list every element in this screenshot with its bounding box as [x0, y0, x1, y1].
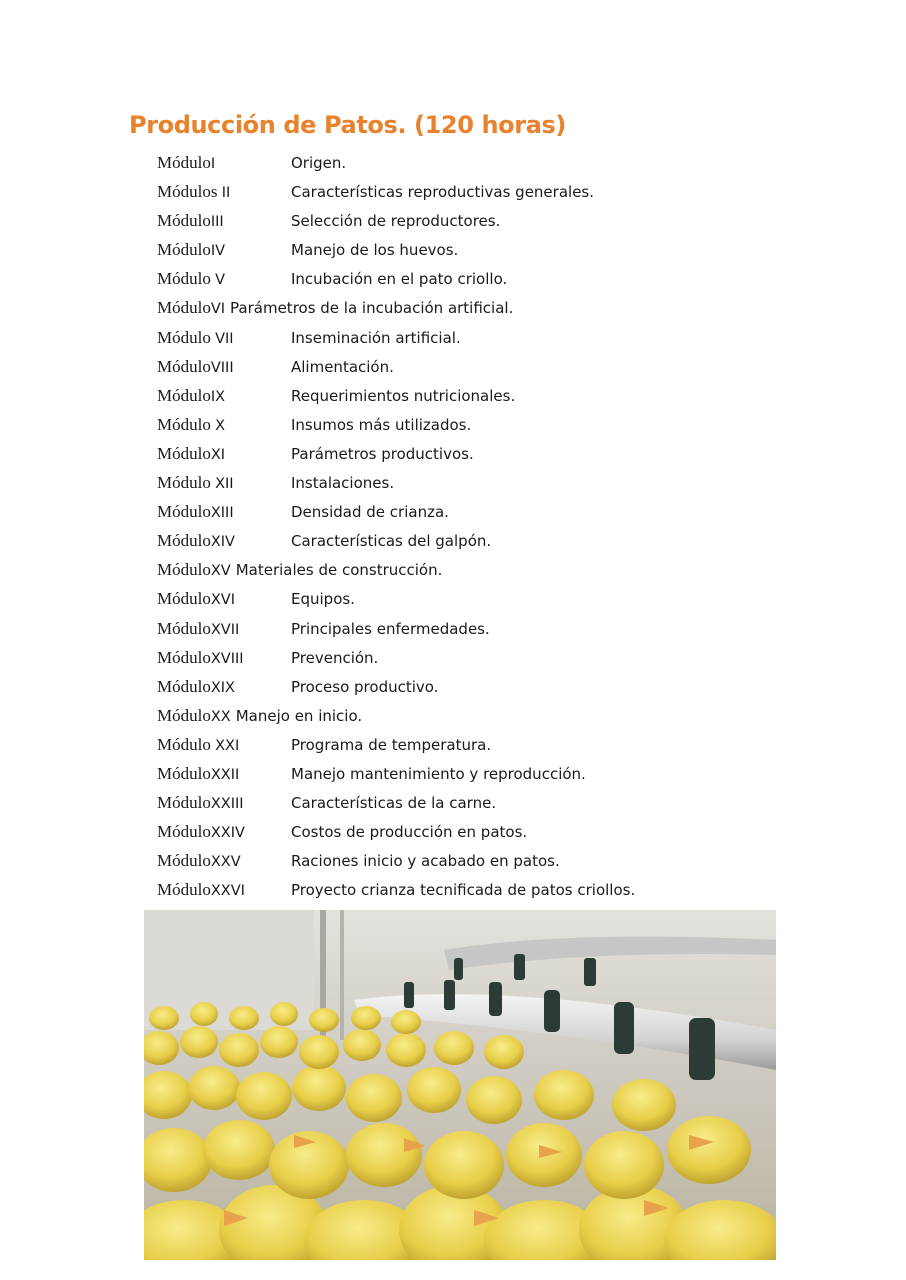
module-label: [157, 647, 244, 670]
module-word: Módulo: [157, 153, 211, 172]
module-number: X: [215, 417, 226, 434]
module-word: Módulo: [157, 676, 211, 696]
module-row: [157, 268, 857, 297]
module-row: [157, 385, 857, 414]
module-row: [157, 443, 857, 472]
module-topic: Raciones inicio y acabado en patos.: [291, 852, 560, 871]
module-label: [157, 763, 239, 786]
module-word: Módulo: [157, 269, 216, 289]
module-topic: Proceso productivo.: [291, 677, 439, 696]
module-number: XXI: [215, 737, 240, 754]
module-topic: Materiales de construcción.: [235, 561, 443, 580]
module-topic: Proyecto crianza tecnificada de patos criollos.: [291, 881, 636, 900]
module-number: XIX: [210, 679, 235, 696]
module-row: [157, 472, 857, 501]
module-row: [157, 239, 857, 268]
module-number: IV: [210, 243, 226, 260]
module-topic: Alimentación.: [291, 357, 394, 376]
module-label: [157, 472, 234, 495]
module-number: XV: [210, 563, 231, 580]
module-row: [157, 647, 857, 676]
module-word: Módulo: [157, 560, 211, 580]
module-number: XVIII: [210, 650, 244, 667]
module-row: [157, 327, 857, 356]
module-word: Módulo: [157, 531, 211, 551]
module-topic: Características reproductivas generales.: [291, 183, 595, 202]
module-row: [157, 821, 857, 850]
module-number: XXVI: [210, 883, 245, 900]
module-topic: Selección de reproductores.: [291, 212, 501, 231]
module-label: [157, 850, 241, 873]
module-topic: Costos de producción en patos.: [291, 823, 528, 842]
module-label: [157, 588, 235, 611]
module-topic: Origen.: [291, 154, 347, 172]
module-word: Módulo: [157, 734, 216, 754]
module-number: XI: [210, 446, 226, 463]
module-row: [157, 501, 857, 530]
module-row: [157, 356, 857, 385]
module-row: [157, 705, 857, 734]
module-number: XVI: [210, 592, 235, 609]
module-number: XVII: [210, 621, 240, 638]
module-row: [157, 763, 857, 792]
module-topic: Prevención.: [291, 648, 379, 667]
module-row: [157, 850, 857, 879]
module-word: Módulos: [157, 182, 222, 202]
module-label: [157, 414, 225, 437]
module-topic: Requerimientos nutricionales.: [291, 386, 516, 405]
module-label: [157, 298, 225, 317]
ducklings-illustration: [144, 910, 776, 1260]
module-word: Módulo: [157, 473, 216, 493]
module-row: [157, 414, 857, 443]
module-label: [157, 239, 225, 262]
module-topic: Instalaciones.: [291, 474, 395, 493]
module-label: [157, 530, 235, 553]
module-label: [157, 152, 215, 175]
module-label: [157, 821, 245, 844]
module-list: [157, 152, 857, 908]
module-number: XXII: [210, 766, 240, 783]
module-number: VIII: [210, 359, 234, 376]
module-word: Módulo: [157, 211, 211, 231]
module-label: [157, 734, 239, 757]
module-word: Módulo: [157, 356, 211, 376]
module-topic: Características de la carne.: [291, 794, 497, 813]
page-title: Producción de Patos. (120 horas): [129, 111, 566, 139]
module-number: VII: [215, 330, 234, 347]
module-label: [157, 706, 231, 725]
module-row: [157, 618, 857, 647]
module-label: [157, 181, 230, 204]
module-word: Módulo: [157, 880, 211, 900]
module-row: [157, 734, 857, 763]
module-word: Módulo: [157, 385, 211, 405]
module-row: [157, 181, 857, 210]
module-topic: Parámetros de la incubación artificial.: [230, 299, 514, 318]
module-topic: Manejo mantenimiento y reproducción.: [291, 764, 586, 783]
module-number: XXIV: [210, 825, 245, 842]
module-label: [157, 385, 225, 408]
module-label: [157, 443, 225, 466]
module-number: XXV: [210, 854, 241, 871]
module-label: [157, 268, 225, 291]
module-topic: Manejo de los huevos.: [291, 241, 459, 260]
module-label: [157, 501, 234, 524]
module-label: [157, 792, 244, 815]
module-row: [157, 152, 857, 181]
module-word: Módulo: [157, 851, 211, 871]
module-number: XIII: [210, 505, 234, 522]
module-topic: Programa de temperatura.: [291, 735, 492, 754]
module-number: XIV: [210, 534, 235, 551]
module-word: Módulo: [157, 298, 211, 318]
module-row: [157, 210, 857, 239]
module-row: [157, 792, 857, 821]
module-label: [157, 210, 224, 233]
module-topic: Características del galpón.: [291, 532, 492, 551]
module-word: Módulo: [157, 647, 211, 667]
module-word: Módulo: [157, 443, 211, 463]
module-topic: Manejo en inicio.: [235, 706, 363, 725]
module-number: III: [210, 214, 224, 231]
module-word: Módulo: [157, 414, 216, 434]
module-topic: Equipos.: [291, 590, 355, 609]
module-topic: Densidad de crianza.: [291, 503, 449, 522]
module-number: I: [210, 156, 216, 172]
module-number: XXIII: [210, 796, 244, 813]
module-number: XII: [215, 476, 234, 493]
module-label: [157, 618, 239, 641]
module-row: [157, 879, 857, 908]
module-number: VI: [210, 301, 226, 318]
module-label: [157, 879, 245, 902]
module-label: [157, 560, 231, 579]
module-label: [157, 327, 234, 350]
module-row: [157, 530, 857, 559]
module-word: Módulo: [157, 618, 211, 638]
module-word: Módulo: [157, 589, 211, 609]
module-row: [157, 297, 857, 326]
module-row: [157, 559, 857, 588]
module-word: Módulo: [157, 763, 211, 783]
module-number: V: [215, 272, 226, 289]
module-word: Módulo: [157, 705, 211, 725]
module-number: IX: [210, 388, 226, 405]
ducklings-photo: [144, 910, 776, 1260]
module-topic: Insumos más utilizados.: [291, 415, 472, 434]
module-topic: Inseminación artificial.: [291, 328, 461, 347]
module-topic: Incubación en el pato criollo.: [291, 270, 508, 289]
module-topic: Parámetros productivos.: [291, 444, 474, 463]
module-number: II: [221, 185, 231, 202]
module-topic: Principales enfermedades.: [291, 619, 490, 638]
module-word: Módulo: [157, 327, 216, 347]
module-number: XX: [210, 708, 231, 725]
module-label: [157, 356, 234, 379]
module-row: [157, 676, 857, 705]
module-label: [157, 676, 235, 699]
module-word: Módulo: [157, 793, 211, 813]
module-word: Módulo: [157, 822, 211, 842]
module-word: Módulo: [157, 502, 211, 522]
module-row: [157, 588, 857, 617]
module-word: Módulo: [157, 240, 211, 260]
